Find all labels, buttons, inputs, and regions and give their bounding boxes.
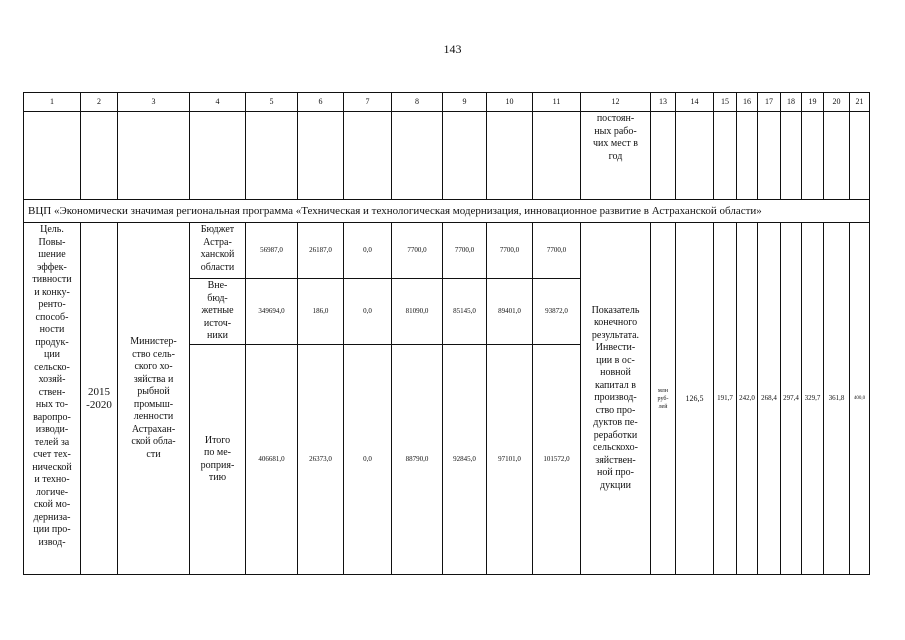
- value-cell: 56987,0: [246, 223, 298, 279]
- value-cell: 93872,0: [533, 279, 581, 345]
- funding-source: Бюджет Астра- ханской области: [190, 223, 246, 279]
- value-cell: 88790,0: [392, 345, 443, 575]
- value-cell: 0,0: [344, 279, 392, 345]
- value-cell: 81090,0: [392, 279, 443, 345]
- value-cell: 97101,0: [487, 345, 533, 575]
- budget-row: [24, 223, 870, 279]
- indicator-value: 126,5: [676, 223, 714, 575]
- indicator-value: 268,4: [758, 223, 781, 575]
- vcp-row: [24, 200, 870, 223]
- value-cell: 85145,0: [443, 279, 487, 345]
- indicator-value: 400,0: [850, 223, 870, 575]
- indicator-value: 297,4: [781, 223, 802, 575]
- indicator-value: 242,0: [737, 223, 758, 575]
- col-number: 1: [24, 93, 81, 112]
- funding-source: Вне- бюд- жетные источ- ники: [190, 279, 246, 345]
- value-cell: 406681,0: [246, 345, 298, 575]
- indicator-value: 361,8: [824, 223, 850, 575]
- col-number: 9: [443, 93, 487, 112]
- value-cell: 7700,0: [392, 223, 443, 279]
- value-cell: 186,0: [298, 279, 344, 345]
- col-number: 11: [533, 93, 581, 112]
- indicator-value: 329,7: [802, 223, 824, 575]
- value-cell: 26187,0: [298, 223, 344, 279]
- col-number: 14: [676, 93, 714, 112]
- col-number: 6: [298, 93, 344, 112]
- program-table: [23, 92, 870, 575]
- col-number: 12: [581, 93, 651, 112]
- column-number-row: [24, 93, 870, 112]
- value-cell: 349694,0: [246, 279, 298, 345]
- funding-source: Итого по ме- роприя- тию: [190, 345, 246, 575]
- value-cell: 7700,0: [533, 223, 581, 279]
- indicator-text: Показатель конечного результата. Инвести- ции в ос- новной капитал в производ- ство про- дуктов пе- реработки сельскохо- зяйствен- ной про- дукции: [581, 223, 651, 575]
- page-number: 143: [443, 42, 462, 56]
- indicator-value: 191,7: [714, 223, 737, 575]
- value-cell: 0,0: [344, 223, 392, 279]
- col-number: 19: [802, 93, 824, 112]
- value-cell: 89401,0: [487, 279, 533, 345]
- col-number: 7: [344, 93, 392, 112]
- col-number: 21: [850, 93, 870, 112]
- value-cell: 7700,0: [443, 223, 487, 279]
- col-number: 5: [246, 93, 298, 112]
- col-number: 2: [81, 93, 118, 112]
- value-cell: 0,0: [344, 345, 392, 575]
- unit: млн руб- лей: [651, 223, 676, 575]
- value-cell: 7700,0: [487, 223, 533, 279]
- col-number: 8: [392, 93, 443, 112]
- col-number: 17: [758, 93, 781, 112]
- col-number: 18: [781, 93, 802, 112]
- continuation-row: [24, 112, 870, 200]
- value-cell: 92845,0: [443, 345, 487, 575]
- col-number: 20: [824, 93, 850, 112]
- continuation-text: постоян- ных рабо- чих мест в год: [581, 112, 651, 200]
- vcp-title: ВЦП «Экономически значимая региональная программа «Техническая и технологическая модернизация, инновационное развитие в Астраханской области»: [24, 200, 870, 223]
- col-number: 3: [118, 93, 190, 112]
- col-number: 13: [651, 93, 676, 112]
- goal-text: Цель. Повы- шение эффек- тивности и конку- ренто- способ- ности продук- ции сельско- хозяй- ствен- ных то- варопро- изводи- телей за счет тех- нической и техно- логиче- ской мо- дерниза- ции про- извод-: [24, 223, 81, 575]
- value-cell: 26373,0: [298, 345, 344, 575]
- col-number: 4: [190, 93, 246, 112]
- col-number: 10: [487, 93, 533, 112]
- col-number: 16: [737, 93, 758, 112]
- col-number: 15: [714, 93, 737, 112]
- value-cell: 101572,0: [533, 345, 581, 575]
- period: 2015 -2020: [81, 223, 118, 575]
- executor: Министер- ство сель- ского хо- зяйства и рыбной промыш- ленности Астрахан- ской обла- сти: [118, 223, 190, 575]
